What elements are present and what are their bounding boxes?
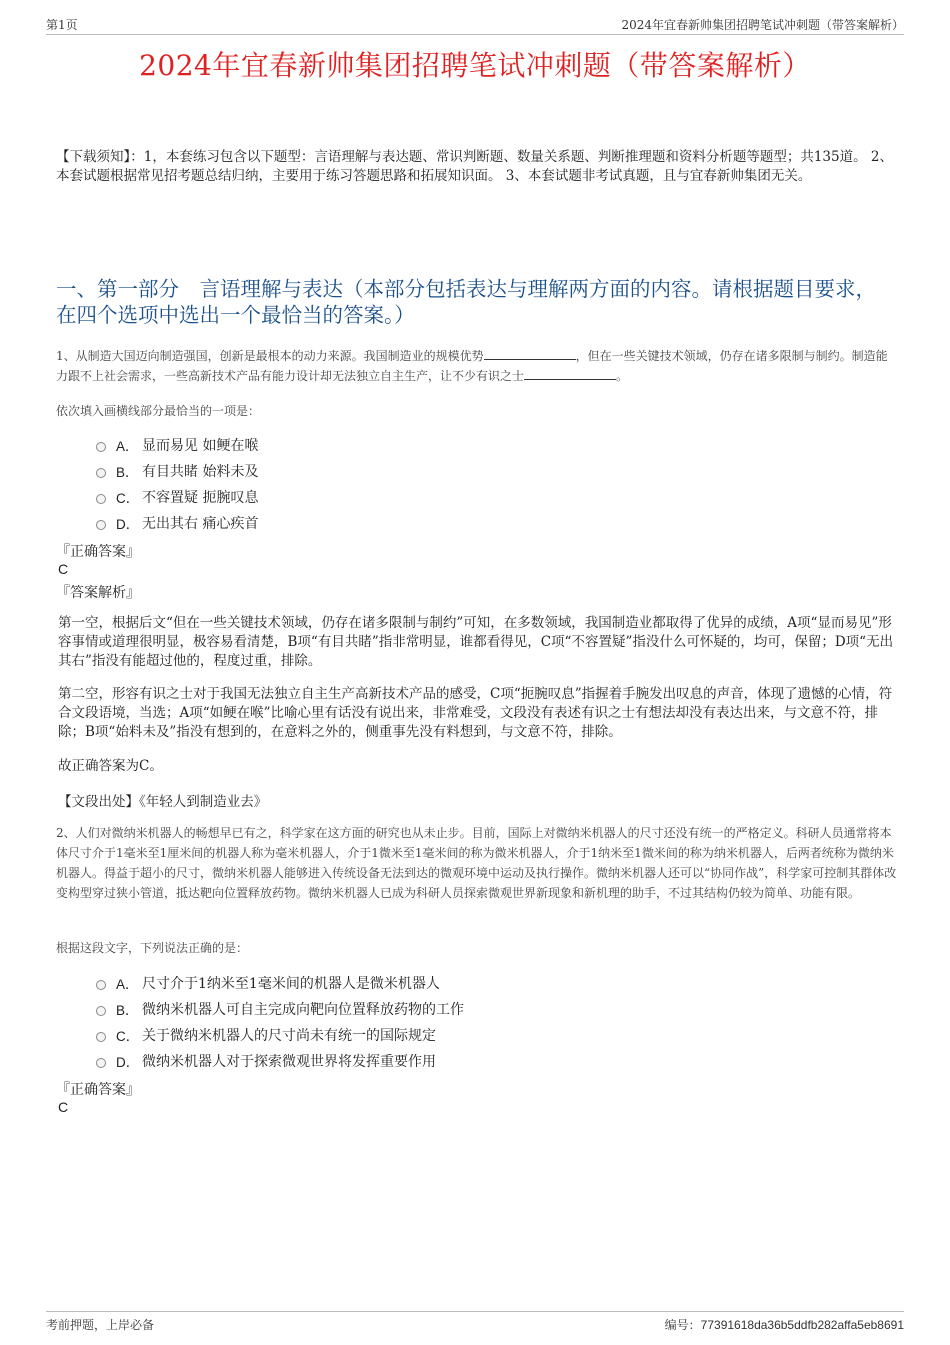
header-doc-title: 2024年宜春新帅集团招聘笔试冲刺题（带答案解析） — [621, 18, 904, 32]
radio-icon[interactable] — [96, 468, 106, 478]
radio-icon[interactable] — [96, 980, 106, 990]
q2-instruction: 根据这段文字，下列说法正确的是： — [56, 941, 249, 955]
radio-icon[interactable] — [96, 520, 106, 530]
radio-icon[interactable] — [96, 494, 106, 504]
radio-icon[interactable] — [96, 1032, 106, 1042]
q1-option-d[interactable] — [96, 510, 258, 536]
q2-options — [96, 970, 464, 1074]
option-letter: D． — [116, 1055, 140, 1070]
page-footer — [46, 1311, 904, 1334]
q1-stem-part-b: ，但在一些关键技术领域，仍存在诸多限制与制约。制造能力跟不上社会需求，一些高新技术产品有能力设计却无法独立自主生产，让不少有识之士 — [56, 349, 888, 383]
q1-analysis-label: 『答案解析』 — [56, 585, 140, 601]
footer-code — [665, 1316, 904, 1333]
option-letter: D． — [116, 517, 140, 532]
page-number: 第1页 — [46, 18, 78, 32]
option-text: 微纳米机器人对于探索微观世界将发挥重要作用 — [142, 1054, 436, 1070]
option-letter: C． — [116, 1029, 140, 1044]
q1-answer-label: 『正确答案』 — [56, 544, 140, 560]
radio-icon[interactable] — [96, 1058, 106, 1068]
fill-blank-1 — [484, 347, 576, 360]
q1-analysis-paragraph-1: 第一空，根据后文“但在一些关键技术领域，仍存在诸多限制与制约”可知，在多数领域，我国制造业都取得了优异的成绩，A项“显而易见”形容事情或道理很明显，极容易看清楚，B项“有目共睹”指非常明显，谁都看得见，C项“不容置疑”指没什么可怀疑的，均可，保留；D项“无出其右”指没有能超过他的，程度过重，排除。 — [58, 615, 894, 669]
q1-source: 【文段出处】《年轻人到制造业去》 — [58, 794, 268, 810]
option-text: 有目共睹 始料未及 — [142, 464, 259, 480]
footer-code-value: 77391618da36b5ddfb282affa5eb8691 — [700, 1318, 904, 1332]
section-heading: 一、第一部分 言语理解与表达（本部分包括表达与理解两方面的内容。请根据题目要求，在四个选项中选出一个最恰当的答案。） — [56, 277, 876, 327]
option-letter: A． — [116, 439, 139, 454]
q1-analysis-conclusion: 故正确答案为C。 — [58, 758, 163, 774]
option-letter: B． — [116, 465, 139, 480]
question-1-stem — [56, 346, 898, 386]
q2-option-b[interactable] — [96, 996, 464, 1022]
footer-slogan: 考前押题，上岸必备 — [46, 1318, 155, 1332]
option-text: 微纳米机器人可自主完成向靶向位置释放药物的工作 — [142, 1002, 464, 1018]
fill-blank-2 — [524, 367, 616, 380]
q1-option-c[interactable] — [96, 484, 258, 510]
download-notice: 【下载须知】：1，本套练习包含以下题型：言语理解与表达题、常识判断题、数量关系题、判断推理题和资料分析题等题型；共135道。 2、本套试题根据常见招考题总结归纳，主要用于练习答题思路和拓展知识面。 3、本套试题非考试真题，且与宜春新帅集团无关。 — [56, 149, 893, 184]
option-letter: C． — [116, 491, 140, 506]
q1-option-a[interactable] — [96, 432, 258, 458]
q2-answer: C — [58, 1099, 69, 1115]
q1-stem-part-c: 。 — [616, 369, 629, 383]
option-text: 显而易见 如鲠在喉 — [142, 438, 259, 454]
q2-option-d[interactable] — [96, 1048, 464, 1074]
radio-icon[interactable] — [96, 442, 106, 452]
page-header — [46, 14, 904, 35]
option-text: 不容置疑 扼腕叹息 — [142, 490, 259, 506]
q1-analysis-paragraph-2: 第二空，形容有识之士对于我国无法独立自主生产高新技术产品的感受，C项“扼腕叹息”指握着手腕发出叹息的声音，体现了遗憾的心情，符合文段语境，当选；A项“如鲠在喉”比喻心里有话没有说出来，非常难受，文段没有表述有识之士有想法却没有表达出来，与文意不符，排除；B项“始料未及”指没有想到的，在意料之外的，侧重事先没有料想到，与文意不符，排除。 — [58, 686, 893, 740]
q1-stem-part-a: 1、从制造大国迈向制造强国，创新是最根本的动力来源。我国制造业的规模优势 — [56, 349, 484, 363]
q1-instruction: 依次填入画横线部分最恰当的一项是： — [56, 404, 261, 418]
option-text: 尺寸介于1纳米至1毫米间的机器人是微米机器人 — [142, 976, 440, 992]
option-text: 无出其右 痛心疾首 — [142, 516, 259, 532]
option-text: 关于微纳米机器人的尺寸尚未有统一的国际规定 — [142, 1028, 436, 1044]
option-letter: B． — [116, 1003, 139, 1018]
option-letter: A． — [116, 977, 139, 992]
q2-option-a[interactable] — [96, 970, 464, 996]
document-title: 2024年宜春新帅集团招聘笔试冲刺题（带答案解析） — [139, 49, 811, 82]
q2-answer-label: 『正确答案』 — [56, 1082, 140, 1098]
q1-option-b[interactable] — [96, 458, 258, 484]
question-2-stem: 2、人们对微纳米机器人的畅想早已有之，科学家在这方面的研究也从未止步。目前，国际上对微纳米机器人的尺寸还没有统一的严格定义。科研人员通常将本体尺寸介于1毫米至1厘米间的机器人称为毫米机器人，介于1微米至1毫米间的称为微米机器人，介于1纳米至1微米间的称为纳米机器人，后两者统称为微纳米机器人。得益于超小的尺寸，微纳米机器人能够进入传统设备无法到达的微观环境中运动及执行操作。微纳米机器人还可以“协同作战”，科学家可控制其群体改变构型穿过狭小管道，抵达靶向位置释放药物。微纳米机器人已成为科研人员探索微观世界新现象和新机理的助手，不过其结构仍较为简单、功能有限。 — [56, 826, 897, 900]
q1-answer: C — [58, 561, 69, 577]
footer-code-label: 编号： — [664, 1318, 701, 1332]
radio-icon[interactable] — [96, 1006, 106, 1016]
q2-option-c[interactable] — [96, 1022, 464, 1048]
q1-options — [96, 432, 258, 536]
